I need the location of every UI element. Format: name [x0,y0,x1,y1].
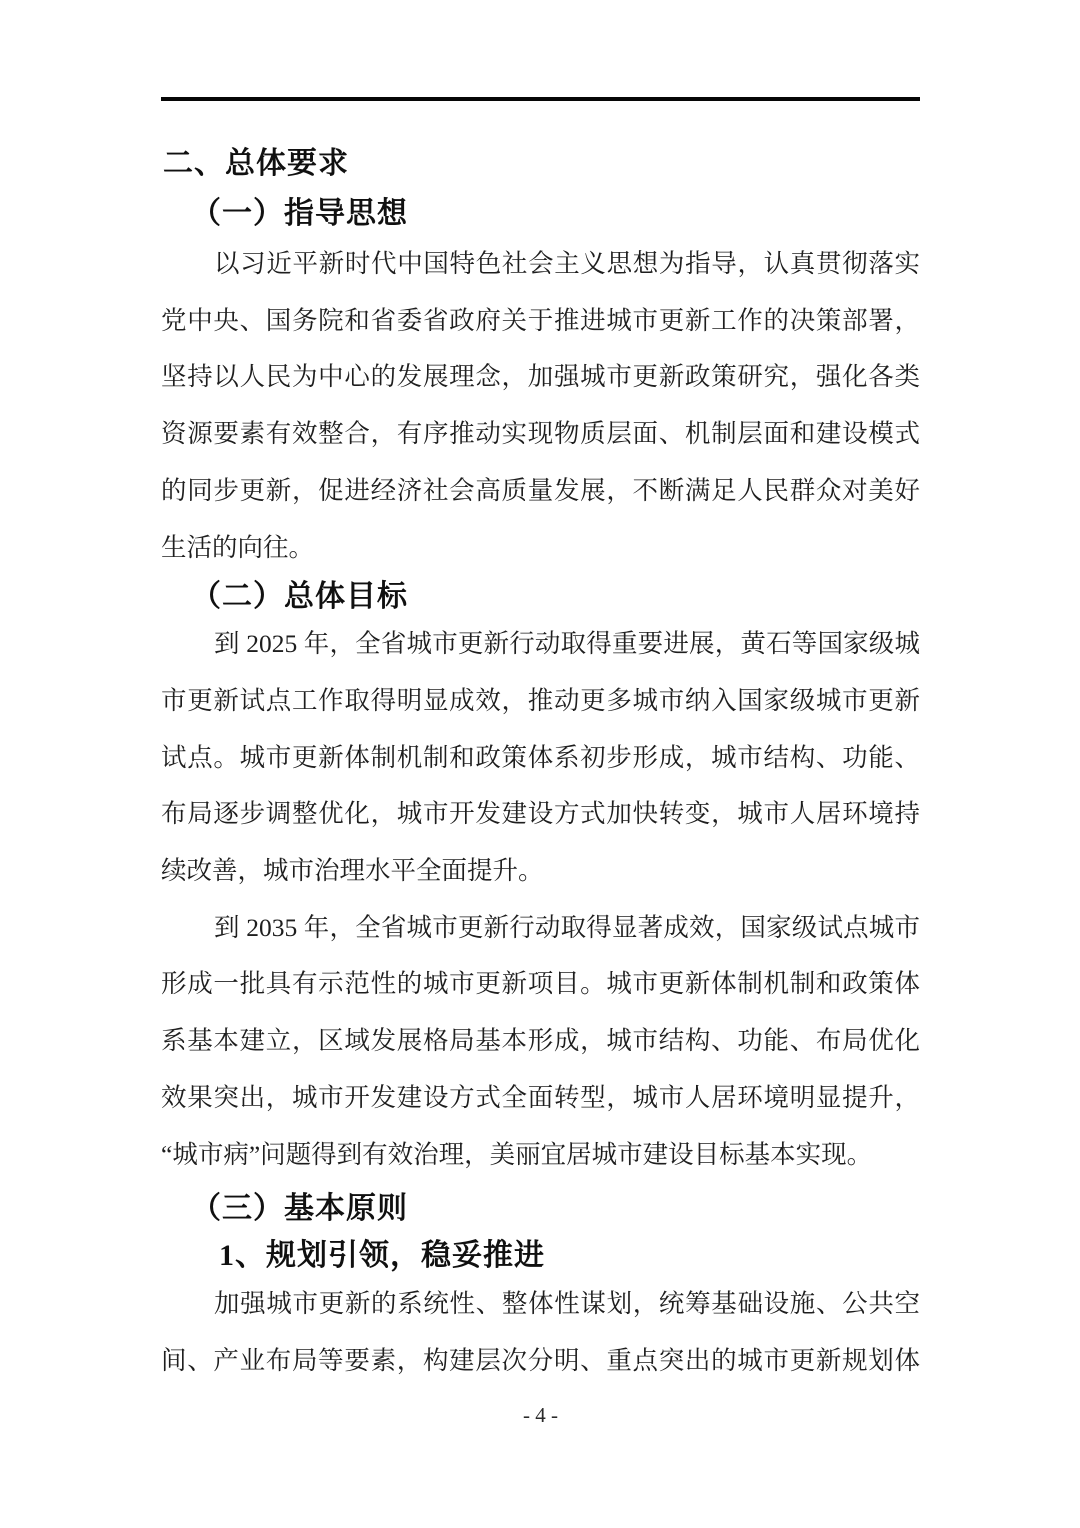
text-line: 间、产业布局等要素，构建层次分明、重点突出的城市更新规划体 [161,1345,920,1375]
subsection-heading-overall-goals: （二）总体目标 [191,580,408,614]
document-content [161,0,920,1427]
paragraph-guiding-ideology [161,236,920,576]
subsection-heading-guiding-ideology: （一）指导思想 [191,197,408,230]
text-line: 续改善，城市治理水平全面提升。 [161,856,544,886]
section-heading: 二、总体要求 [163,147,349,180]
page-number: - 4 - [523,1402,558,1427]
text-line: 到 2025 年，全省城市更新行动取得重要进展，黄石等国家级城 [214,629,920,659]
text-line: 的同步更新，促进经济社会高质量发展，不断满足人民群众对美好 [161,475,920,505]
text-line: 加强城市更新的系统性、整体性谋划，统筹基础设施、公共空 [214,1289,920,1319]
paragraph-goal-2035 [161,900,920,1184]
text-line: 布局逐步调整优化，城市开发建设方式加快转变，城市人居环境持 [161,799,920,829]
text-line: 坚持以人民为中心的发展理念，加强城市更新政策研究，强化各类 [161,362,920,392]
text-line: 市更新试点工作取得明显成效，推动更多城市纳入国家级城市更新 [161,685,920,715]
text-line: 到 2035 年，全省城市更新行动取得显著成效，国家级试点城市 [214,912,920,942]
text-line: 试点。城市更新体制机制和政策体系初步形成，城市结构、功能、 [161,742,920,772]
text-line: 系基本建立，区域发展格局基本形成，城市结构、功能、布局优化 [161,1026,920,1056]
text-line: 资源要素有效整合，有序推动实现物质层面、机制层面和建设模式 [161,419,920,449]
header-rule [161,97,920,101]
text-line: 党中央、国务院和省委省政府关于推进城市更新工作的决策部署， [161,305,920,335]
paragraph-planning-leadership [161,1276,920,1389]
subsection-heading-basic-principles: （三）基本原则 [191,1192,408,1226]
paragraph-goal-2025 [161,616,920,900]
principle-heading-planning-leadership: 1、规划引领，稳妥推进 [219,1239,545,1273]
text-line: “城市病”问题得到有效治理，美丽宜居城市建设目标基本实现。 [161,1139,873,1169]
text-line: 效果突出，城市开发建设方式全面转型，城市人居环境明显提升， [161,1082,920,1112]
text-line: 生活的向往。 [161,532,315,562]
text-line: 形成一批具有示范性的城市更新项目。城市更新体制机制和政策体 [161,969,920,999]
text-line: 以习近平新时代中国特色社会主义思想为指导，认真贯彻落实 [214,249,920,278]
